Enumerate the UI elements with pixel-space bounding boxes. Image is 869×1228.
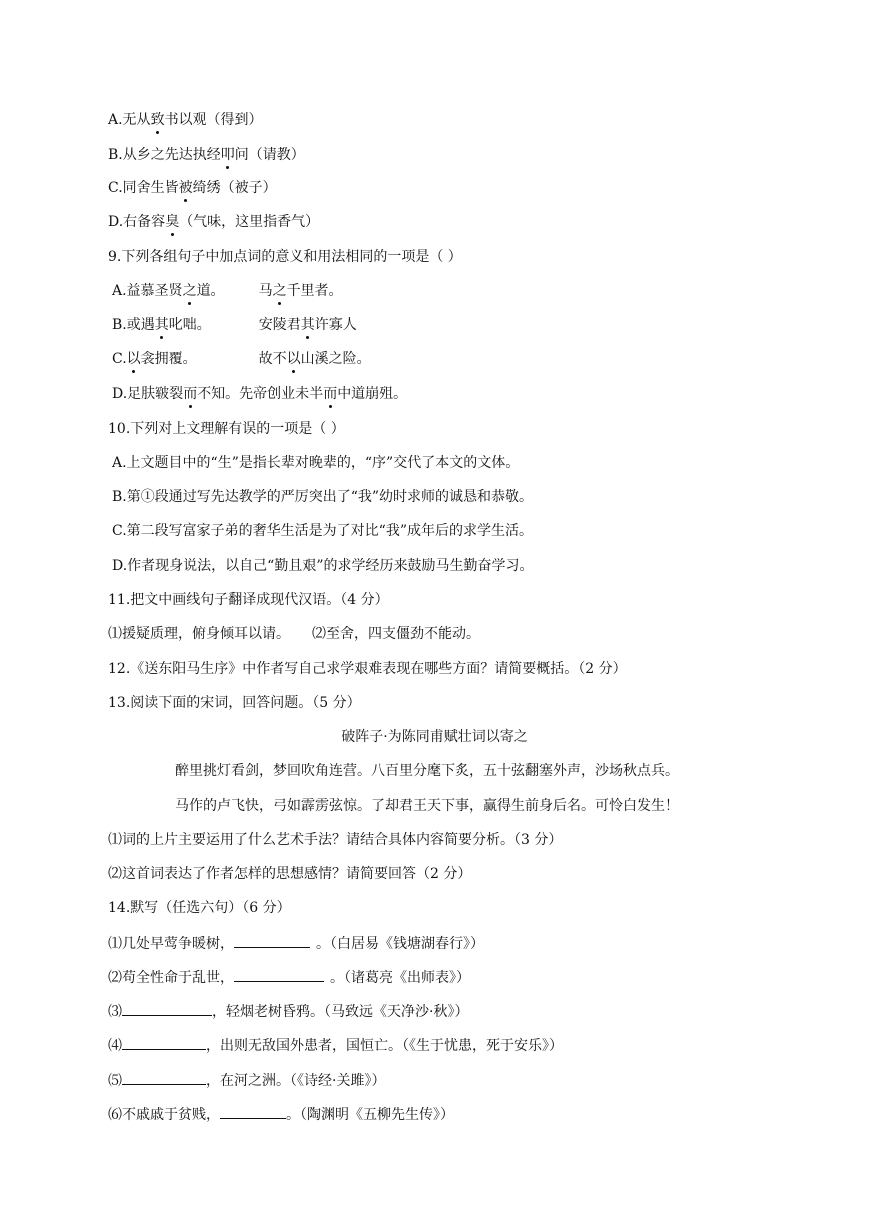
q8-option-b: B.从乡之先达执经叩问（请教）: [108, 147, 305, 163]
fill-blank[interactable]: [122, 1034, 206, 1050]
q13-stem: 13.阅读下面的宋词，回答问题。（5 分）: [108, 695, 361, 711]
q14-item-5: ⑸ ，在河之洲。（《诗经·关雎》）: [108, 1069, 385, 1089]
q9-option-d: D.足肤皲裂而不知。先帝创业未半而中道崩殂。: [112, 386, 408, 402]
poem-title: 破阵子·为陈同甫赋壮词以寄之: [341, 729, 528, 745]
q10-option-a: A.上文题目中的“生”是指长辈对晚辈的，“序”交代了本文的文体。: [112, 455, 520, 471]
emphasis-dot-char: 臭: [165, 214, 180, 230]
q14-item-6: ⑹不戚戚于贫贱， 。（陶渊明《五柳先生传》）: [108, 1103, 454, 1123]
q14-stem: 14.默写（任选六句）（6 分）: [108, 900, 291, 916]
emphasis-dot-char: 致: [150, 112, 165, 128]
poem-line-1: 醉里挑灯看剑，梦回吹角连营。八百里分麾下炙，五十弦翻塞外声，沙场秋点兵。: [175, 763, 679, 779]
q8-option-d: D.右备容臭（气味，这里指香气）: [108, 214, 320, 230]
q14-item-4: ⑷ ，出则无敌国外患者，国恒亡。（《生于忧患，死于安乐》）: [108, 1034, 563, 1054]
q14-item-2: ⑵苟全性命于乱世， 。（诸葛亮《出师表》）: [108, 966, 470, 986]
emphasis-dot-char: 而: [323, 386, 338, 402]
q8-option-a: A.无从致书以观（得到）: [108, 112, 263, 128]
q11-stem: 11.把文中画线句子翻译成现代汉语。（4 分）: [108, 592, 389, 608]
q11-sentences: ⑴援疑质理，俯身倾耳以请。 ⑵至舍，四支僵劲不能动。: [108, 626, 480, 642]
fill-blank[interactable]: [220, 1103, 286, 1119]
q12-stem: 12.《送东阳马生序》中作者写自己求学艰难表现在哪些方面？请简要概括。（2 分）: [108, 661, 627, 677]
emphasis-dot-char: 其: [154, 317, 169, 333]
emphasis-dot-char: 之: [182, 283, 197, 299]
q9-option-c: C.以衾拥覆。 故不以山溪之险。: [112, 351, 371, 367]
q13-sub1: ⑴词的上片主要运用了什么艺术手法？请结合具体内容简要分析。（3 分）: [108, 832, 563, 848]
fill-blank[interactable]: [234, 966, 324, 982]
fill-blank[interactable]: [122, 1000, 212, 1016]
poem-line-2: 马作的卢飞快，弓如霹雳弦惊。了却君王天下事，赢得生前身后名。可怜白发生！: [175, 798, 679, 814]
emphasis-dot-char: 其: [300, 317, 315, 333]
emphasis-dot-char: 之: [272, 283, 287, 299]
q10-stem: 10.下列对上文理解有误的一项是（ ）: [108, 421, 345, 437]
emphasis-dot-char: 以: [126, 351, 141, 367]
emphasis-dot-char: 叩: [220, 147, 235, 163]
q9-option-b: B.或遇其叱咄。 安陵君其许寡人: [112, 317, 357, 333]
q10-option-d: D.作者现身说法，以自己“勤且艰”的求学经历来鼓励马生勤奋学习。: [112, 558, 534, 574]
q13-sub2: ⑵这首词表达了作者怎样的思想感情？请简要回答（2 分）: [108, 866, 472, 882]
q9-option-a: A.益慕圣贤之道。 马之千里者。: [112, 283, 343, 299]
q9-stem: 9.下列各组句子中加点词的意义和用法相同的一项是（ ）: [108, 249, 462, 265]
emphasis-dot-char: 而: [183, 386, 198, 402]
q10-option-c: C.第二段写富家子弟的奢华生活是为了对比“我”成年后的求学生活。: [112, 523, 533, 539]
q14-item-3: ⑶ ，轻烟老树昏鸦。（马致远《天净沙·秋》）: [108, 1000, 468, 1020]
q14-item-1: ⑴几处早莺争暖树， 。（白居易《钱塘湖春行》）: [108, 932, 484, 952]
fill-blank[interactable]: [122, 1069, 206, 1085]
emphasis-dot-char: 以: [286, 351, 301, 367]
fill-blank[interactable]: [234, 932, 310, 948]
q10-option-b: B.第①段通过写先达教学的严厉突出了“我”幼时求师的诚恳和恭敬。: [112, 489, 534, 505]
emphasis-dot-char: 被: [178, 180, 193, 196]
q8-option-c: C.同舍生皆被绮绣（被子）: [108, 180, 277, 196]
